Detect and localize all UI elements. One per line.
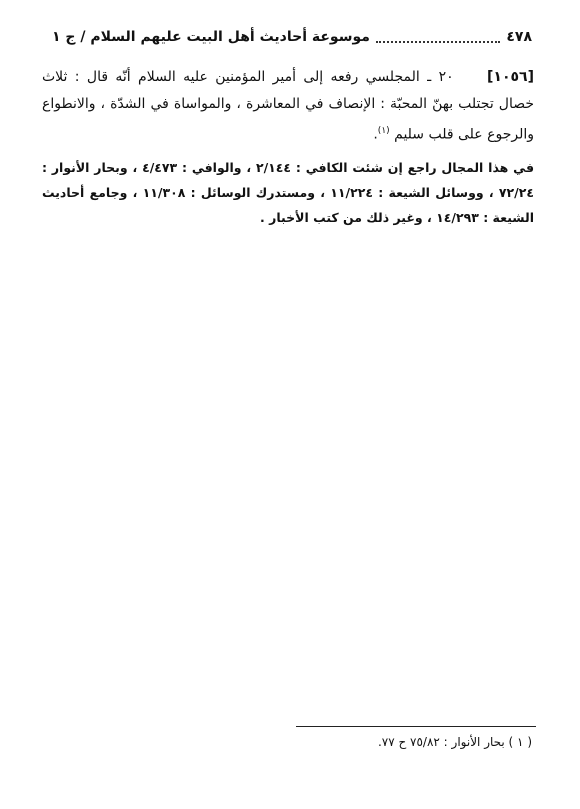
header-dot-leader (376, 32, 500, 43)
hadith-text: ٢٠ ـ المجلسي رفعه إلى أمير المؤمنين عليه السلام أنّه قال : ثلاث خصال تجتلب بهنّ المحبّة : الإنصاف في المعاشرة ، والمواساة في الشدّة ، والانطواع والرجوع على قلب سليم (42, 69, 534, 143)
page-body (42, 64, 534, 230)
hadith-end-mark: . (373, 126, 378, 143)
footnote-marker: (١) (377, 126, 390, 136)
page-number: ٤٧٨ (506, 29, 532, 45)
footnote: ( ١ ) بحار الأنوار : ٧٥/٨٢ ح ٧٧. (377, 735, 532, 749)
footnote-divider (296, 726, 536, 727)
references-paragraph: في هذا المجال راجع إن شئت الكافي : ٢/١٤٤ ، والوافي : ٤/٤٧٣ ، وبحار الأنوار : ٧٢/٢٤ ، ووسائل الشيعة : ١١/٢٢٤ ، ومستدرك الوسائل : ١١/٣٠٨ ، وجامع أحاديث الشيعة : ١٤/٢٩٣ ، وغير ذلك من كتب الأخبار . (42, 159, 535, 225)
running-header (52, 26, 532, 48)
hadith-paragraph (42, 64, 534, 149)
hadith-number: [١٠٥٦] (487, 69, 534, 85)
book-title: موسوعة أحاديث أهل البيت عليهم السلام / ج ١ (52, 29, 370, 45)
